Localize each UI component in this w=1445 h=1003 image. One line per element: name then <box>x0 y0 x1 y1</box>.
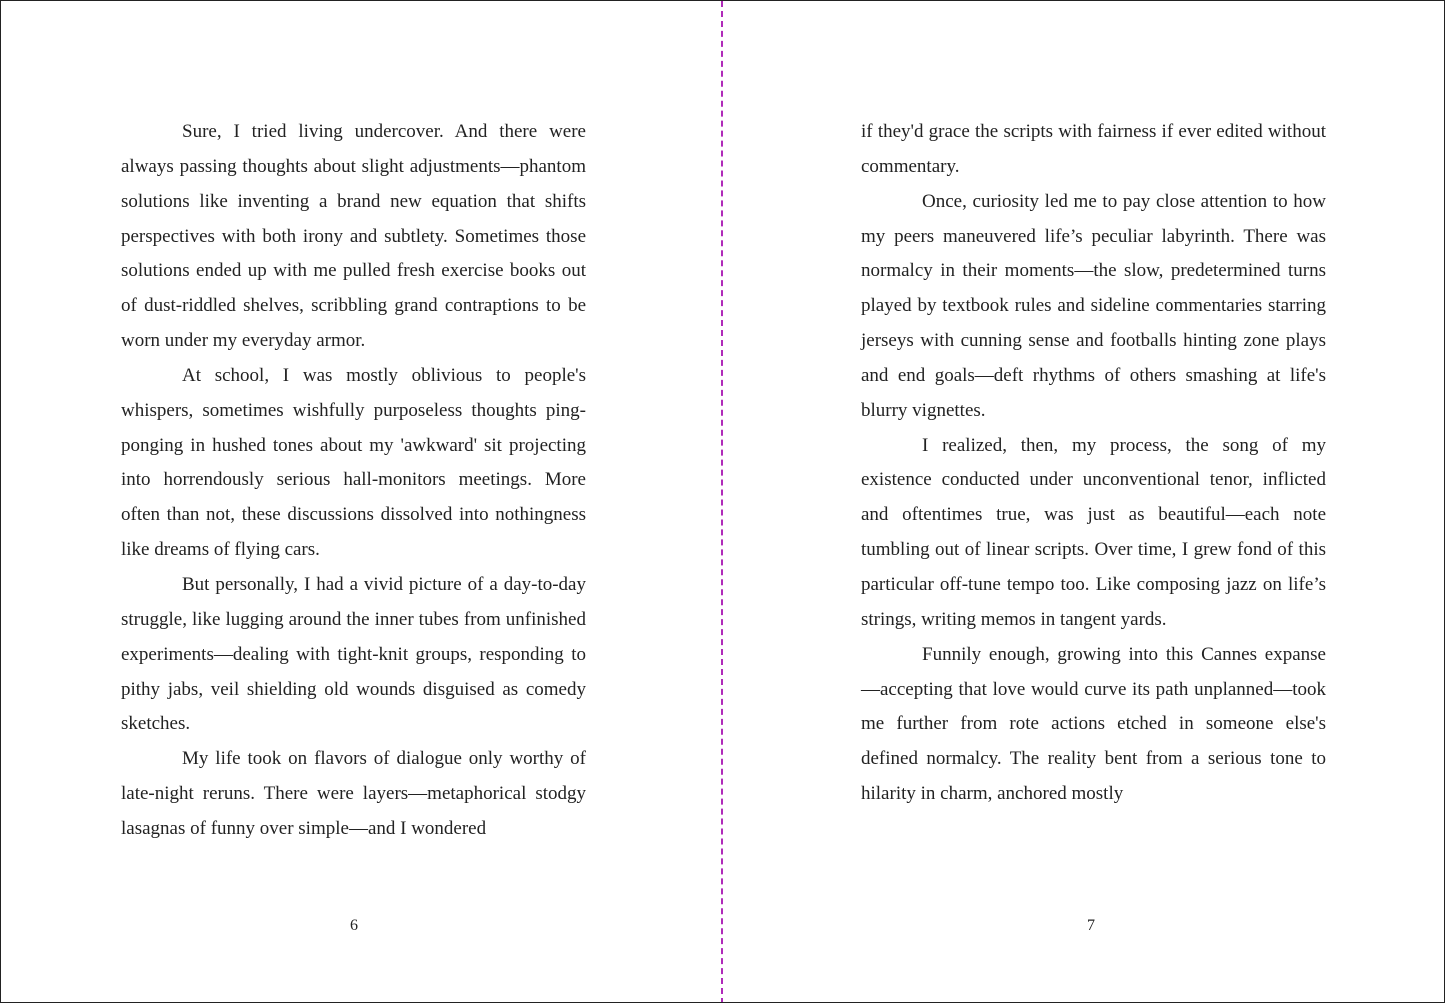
page-divider <box>721 1 723 1003</box>
paragraph: Sure, I tried living undercover. And there were always passing thoughts about slight adjustments—phantom solutions like inventing a brand new equation that shifts perspectives with both irony and subtlety. Sometimes those solutions ended up with me pulled fresh exercise books out of dust-riddled shelves, scribbling grand contraptions to be worn under my everyday armor. <box>121 121 586 352</box>
left-page <box>1 1 721 1003</box>
page-number-left: 6 <box>350 917 358 934</box>
paragraph: Once, curiosity led me to pay close attention to how my peers maneuvered life’s peculiar labyrinth. There was normalcy in their moments—the slow, predetermined turns played by textbook rules and sideline commentaries starring jerseys with cunning sense and footballs hinting zone plays and end goals—deft rhythms of others smashing at life's blurry vignettes. <box>861 190 1326 421</box>
left-page-body <box>121 115 586 847</box>
right-page-body <box>861 115 1326 812</box>
paragraph: Funnily enough, growing into this Cannes expanse—accepting that love would curve its path unplanned—took me further from rote actions etched in someone else's defined normalcy. The reality bent from a serious tone to hilarity in charm, anchored mostly <box>861 643 1326 805</box>
paragraph: But personally, I had a vivid picture of a day-to-day struggle, like lugging around the inner tubes from unfinished experiments—dealing with tight-knit groups, responding to pithy jabs, veil shielding old wounds disguised as comedy sketches. <box>121 573 586 735</box>
paragraph: My life took on flavors of dialogue only worthy of late-night reruns. There were layers—metaphorical stodgy lasagnas of funny over simple—and I wondered <box>121 748 586 839</box>
page-number-right: 7 <box>1087 917 1095 934</box>
paragraph: At school, I was mostly oblivious to people's whispers, sometimes wishfully purposeless thoughts ping-ponging in hushed tones about my 'awkward' sit projecting into horrendously serious hall-monitors meetings. More often than not, these discussions dissolved into nothingness like dreams of flying cars. <box>121 364 586 561</box>
right-page <box>724 1 1445 1003</box>
paragraph: I realized, then, my process, the song of my existence conducted under unconventional tenor, inflicted and oftentimes true, was just as beautiful—each note tumbling out of linear scripts. Over time, I grew fond of this particular off-tune tempo too. Like composing jazz on life’s strings, writing memos in tangent yards. <box>861 434 1326 630</box>
continued-paragraph: if they'd grace the scripts with fairness if ever edited without commentary. <box>861 121 1326 177</box>
